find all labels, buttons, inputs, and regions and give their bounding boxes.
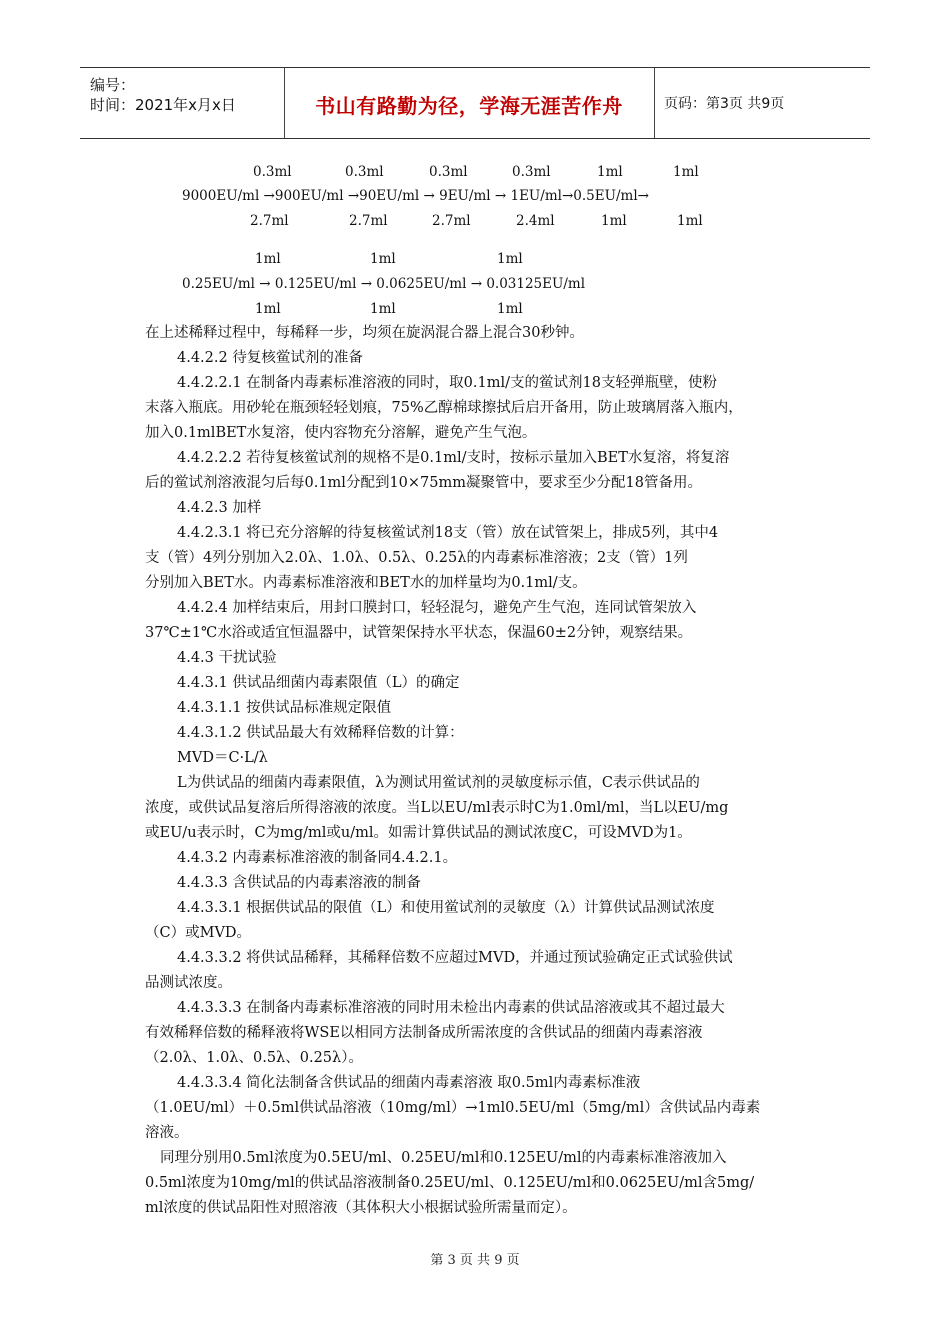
dilution-volume: 1ml [255, 251, 281, 267]
section-heading: 4.4.3.2 内毒素标准溶液的制备同4.4.2.1。 [177, 850, 458, 866]
header-page-cell [654, 68, 870, 138]
dilution-volume: 0.3ml [429, 164, 468, 180]
formula: MVD＝C·L/λ [177, 750, 268, 766]
header-meta-cell [80, 68, 285, 138]
header-page-number: 页码：第3页 共9页 [664, 96, 785, 112]
dilution-chain: 0.25EU/ml → 0.125EU/ml → 0.0625EU/ml → 0.03125EU/ml [182, 276, 586, 292]
diluent-volume: 1ml [601, 213, 627, 229]
diluent-volume: 2.7ml [432, 213, 471, 229]
paragraph-line: 4.4.2.2.1 在制备内毒素标准溶液的同时，取0.1ml/支的鲎试剂18支轻弹瓶壁，使粉 [177, 375, 717, 391]
section-heading: 4.4.3.1 供试品细菌内毒素限值（L）的确定 [177, 675, 460, 691]
paragraph-line: 品测试浓度。 [145, 975, 232, 991]
dilution-volume: 1ml [497, 251, 523, 267]
header-motto-cell [284, 68, 655, 138]
dilution-chain: 9000EU/ml →900EU/ml →90EU/ml → 9EU/ml → 1EU/ml→0.5EU/ml→ [182, 188, 649, 204]
paragraph-line: （1.0EU/ml）＋0.5ml供试品溶液（10mg/ml）→1ml0.5EU/ml（5mg/ml）含供试品内毒素 [145, 1100, 761, 1116]
paragraph-line: 后的鲎试剂溶液混匀后每0.1ml分配到10×75mm凝聚管中，要求至少分配18管备用。 [145, 475, 702, 491]
paragraph-line: ml浓度的供试品阳性对照溶液（其体积大小根据试验所需量而定）。 [145, 1200, 577, 1216]
paragraph-line: 4.4.2.2.2 若待复核鲎试剂的规格不是0.1ml/支时，按标示量加入BET水复溶，将复溶 [177, 450, 730, 466]
paragraph-line: 4.4.2.4 加样结束后，用封口膜封口，轻轻混匀，避免产生气泡，连同试管架放入 [177, 600, 697, 616]
header-motto: 书山有路勤为径，学海无涯苦作舟 [315, 94, 623, 118]
paragraph-line: 0.5ml浓度为10mg/ml的供试品溶液制备0.25EU/ml、0.125EU/ml和0.0625EU/ml含5mg/ [145, 1175, 755, 1191]
paragraph: 在上述稀释过程中，每稀释一步，均须在旋涡混合器上混合30秒钟。 [145, 325, 584, 341]
dilution-volume: 0.3ml [512, 164, 551, 180]
dilution-volume: 0.3ml [345, 164, 384, 180]
paragraph-line: L为供试品的细菌内毒素限值，λ为测试用鲎试剂的灵敏度标示值，C表示供试品的 [177, 775, 700, 791]
paragraph-line: 末落入瓶底。用砂轮在瓶颈轻轻划痕，75%乙醇棉球擦拭后启开备用，防止玻璃屑落入瓶内， [145, 400, 743, 416]
diluent-volume: 1ml [677, 213, 703, 229]
paragraph-line: 4.4.3.3.2 将供试品稀释，其稀释倍数不应超过MVD，并通过预试验确定正式试验供试 [177, 950, 733, 966]
section-heading: 4.4.3.3 含供试品的内毒素溶液的制备 [177, 875, 421, 891]
paragraph-line: 4.4.3.3.1 根据供试品的限值（L）和使用鲎试剂的灵敏度（λ）计算供试品测试浓度 [177, 900, 715, 916]
paragraph-line: 4.4.3.3.3 在制备内毒素标准溶液的同时用未检出内毒素的供试品溶液或其不超过最大 [177, 1000, 725, 1016]
section-heading: 4.4.3.1.1 按供试品标准规定限值 [177, 700, 392, 716]
paragraph-line: 37℃±1℃水浴或适宜恒温器中，试管架保持水平状态，保温60±2分钟，观察结果。 [145, 625, 693, 641]
page-footer: 第 3 页 共 9 页 [430, 1253, 520, 1268]
dilution-volume: 1ml [597, 164, 623, 180]
paragraph-line: （2.0λ、1.0λ、0.5λ、0.25λ）。 [145, 1050, 363, 1066]
paragraph-line: 浓度，或供试品复溶后所得溶液的浓度。当L以EU/ml表示时C为1.0ml/ml，当L以EU/mg [145, 800, 729, 816]
dilution-volume: 0.3ml [253, 164, 292, 180]
diluent-volume: 2.4ml [516, 213, 555, 229]
paragraph-line: 4.4.3.3.4 简化法制备含供试品的细菌内毒素溶液 取0.5ml内毒素标准液 [177, 1075, 641, 1091]
diluent-volume: 2.7ml [250, 213, 289, 229]
document-number-label: 编号： [90, 76, 136, 94]
paragraph-line: 分别加入BET水。内毒素标准溶液和BET水的加样量均为0.1ml/支。 [145, 575, 587, 591]
section-heading: 4.4.3.1.2 供试品最大有效稀释倍数的计算： [177, 725, 464, 741]
section-heading: 4.4.2.2 待复核鲎试剂的准备 [177, 350, 363, 366]
dilution-volume: 1ml [673, 164, 699, 180]
paragraph-line: 或EU/u表示时，C为mg/ml或u/ml。如需计算供试品的测试浓度C，可设MVD为1。 [145, 825, 692, 841]
page-header [80, 67, 870, 139]
paragraph-line: 溶液。 [145, 1125, 189, 1141]
diluent-volume: 2.7ml [349, 213, 388, 229]
diluent-volume: 1ml [497, 301, 523, 317]
section-heading: 4.4.2.3 加样 [177, 500, 262, 516]
diluent-volume: 1ml [255, 301, 281, 317]
paragraph-line: 有效稀释倍数的稀释液将WSE以相同方法制备成所需浓度的含供试品的细菌内毒素溶液 [145, 1025, 703, 1041]
document-date-label: 时间：2021年x月x日 [90, 96, 236, 114]
dilution-volume: 1ml [370, 251, 396, 267]
paragraph-line: （C）或MVD。 [145, 925, 252, 941]
section-heading: 4.4.3 干扰试验 [177, 650, 277, 666]
paragraph-line: 同理分别用0.5ml浓度为0.5EU/ml、0.25EU/ml和0.125EU/ml的内毒素标准溶液加入 [160, 1150, 727, 1166]
diluent-volume: 1ml [370, 301, 396, 317]
paragraph-line: 加入0.1mlBET水复溶，使内容物充分溶解，避免产生气泡。 [145, 425, 537, 441]
paragraph-line: 支（管）4列分别加入2.0λ、1.0λ、0.5λ、0.25λ的内毒素标准溶液；2支（管）1列 [145, 550, 688, 566]
paragraph-line: 4.4.2.3.1 将已充分溶解的待复核鲎试剂18支（管）放在试管架上，排成5列，其中4 [177, 525, 719, 541]
